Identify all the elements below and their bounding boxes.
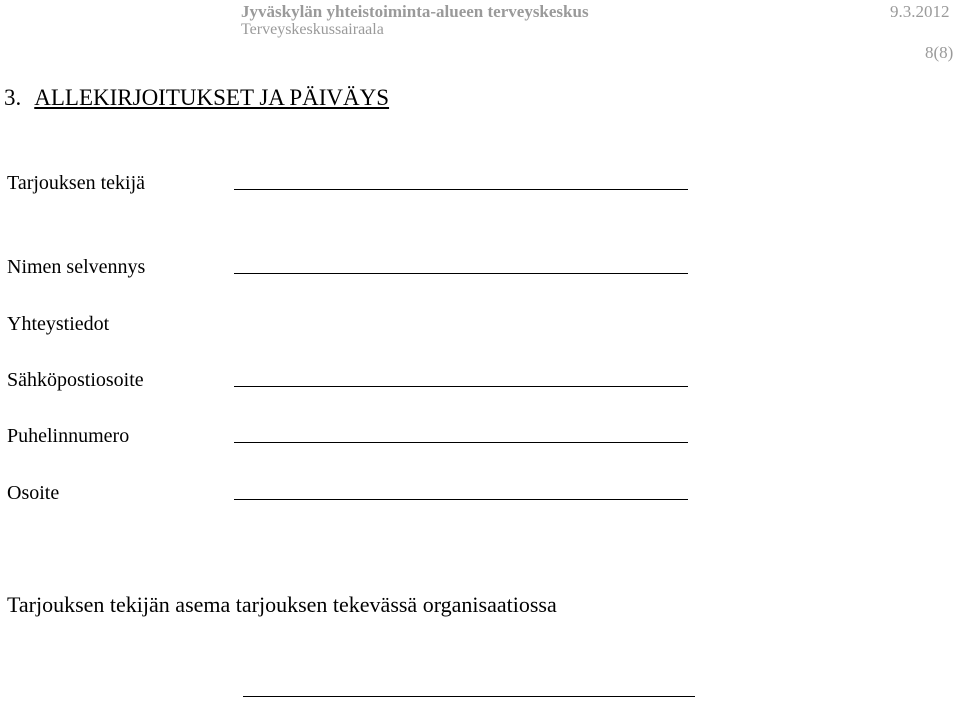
offeror-signature-line[interactable] — [234, 189, 688, 190]
position-label: Tarjouksen tekijän asema tarjouksen tekevässä organisaatiossa — [7, 592, 557, 617]
contact-info-label: Yhteystiedot — [7, 313, 110, 335]
section-heading — [4, 85, 389, 111]
section-number: 3. — [4, 85, 22, 110]
name-clarification-label: Nimen selvennys — [7, 256, 146, 278]
offeror-label: Tarjouksen tekijä — [7, 172, 145, 194]
address-line[interactable] — [234, 499, 688, 500]
header-department: Terveyskeskussairaala — [241, 21, 384, 38]
name-clarification-line[interactable] — [234, 273, 688, 274]
address-label: Osoite — [7, 482, 60, 504]
email-line[interactable] — [234, 386, 688, 387]
header-date: 9.3.2012 — [890, 2, 950, 21]
phone-label: Puhelinnumero — [7, 425, 130, 447]
header-organization: Jyväskylän yhteistoiminta-alueen terveyskeskus — [241, 2, 589, 21]
phone-line[interactable] — [234, 442, 688, 443]
position-line[interactable] — [243, 696, 695, 697]
email-label: Sähköpostiosoite — [7, 369, 144, 391]
page-number: 8(8) — [925, 43, 954, 62]
section-title: ALLEKIRJOITUKSET JA PÄIVÄYS — [34, 85, 390, 110]
